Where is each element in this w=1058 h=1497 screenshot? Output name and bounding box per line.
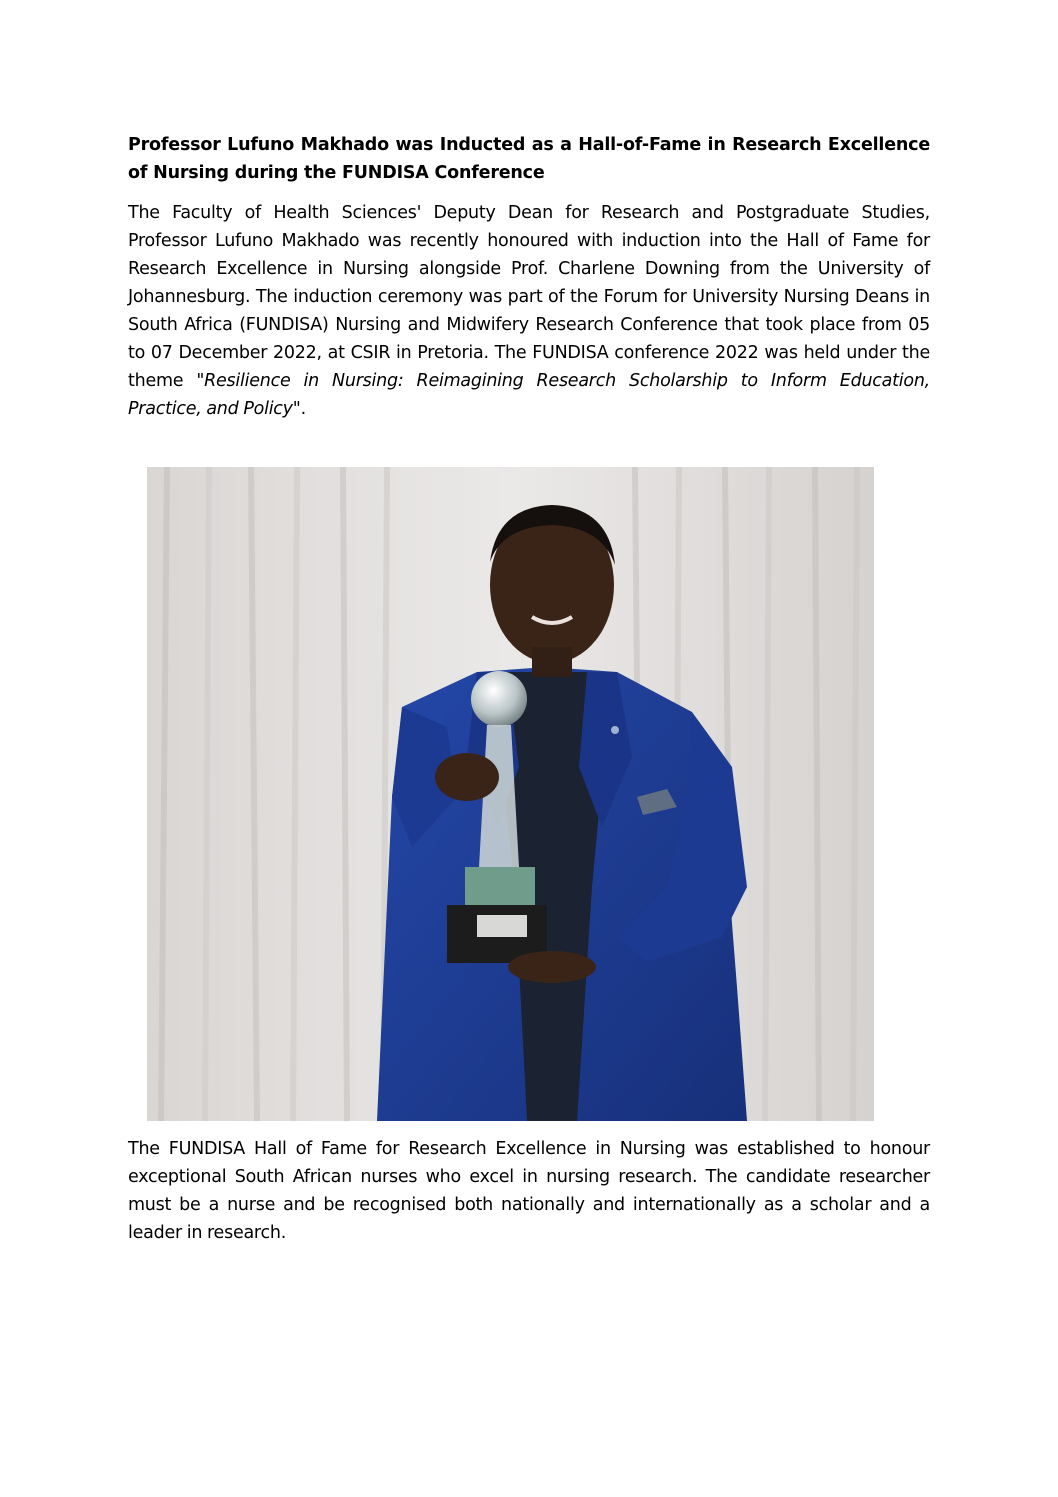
trophy-plaque — [477, 915, 527, 937]
intro-text: The Faculty of Health Sciences' Deputy Dean for Research and Postgraduate Studies, Professor Lufuno Makhado was recently honoured with induction into the Hall of Fame for Research Excellence in Nursing alongside Prof. Charlene Downing from the University of Johannesburg. The induction ceremony was part of the Forum for University Nursing Deans in South Africa (FUNDISA) Nursing and Midwifery Research Conference that took place from 05 to 07 December 2022, at CSIR in Pretoria. The FUNDISA conference 2022 was held under the theme — [128, 203, 930, 391]
award-photo — [147, 467, 874, 1121]
intro-end: . — [300, 399, 306, 419]
lapel-pin — [611, 726, 619, 734]
trophy-green-block — [465, 867, 535, 905]
neck — [532, 647, 572, 677]
article-title: Professor Lufuno Makhado was Inducted as a Hall-of-Fame in Research Excellence of Nursing during the FUNDISA Conference — [128, 135, 930, 183]
hall-of-fame-paragraph: The FUNDISA Hall of Fame for Research Excellence in Nursing was established to honour exceptional South African nurses who excel in nursing research. The candidate researcher must be a nurse and be recognised both nationally and internationally as a scholar and a leader in research. — [128, 1139, 930, 1243]
trophy-globe — [471, 671, 527, 727]
conference-theme: "Resilience in Nursing: Reimagining Research Scholarship to Inform Education, Practice, and Policy" — [128, 371, 930, 419]
intro-paragraph — [128, 199, 930, 423]
right-hand — [508, 951, 596, 983]
left-hand — [435, 753, 499, 801]
